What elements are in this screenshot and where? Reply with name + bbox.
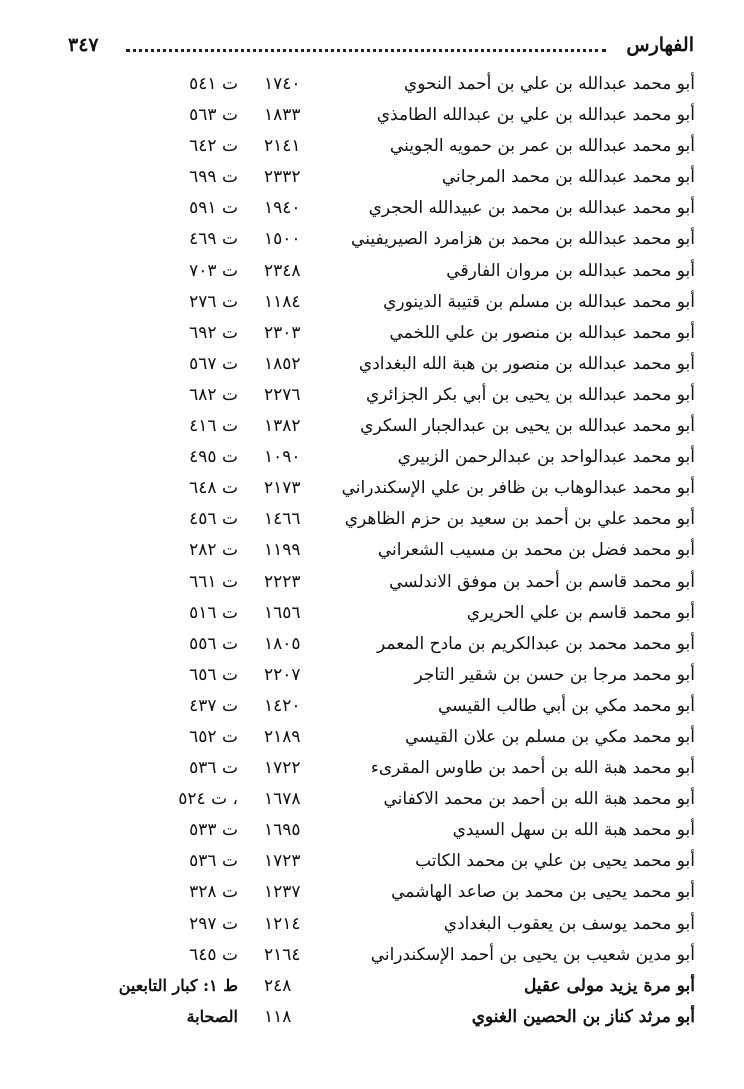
entry-death-note: ت ٥٥٦: [189, 633, 238, 654]
entry-name: أبو محمد عبدالله بن محمد المرجاني: [441, 167, 695, 188]
entry-number: ٢١٤١: [264, 136, 301, 157]
index-entry: [0, 1003, 744, 1034]
index-entry: [0, 754, 744, 785]
index-entry: [0, 443, 744, 474]
entry-name: أبو محمد عبدالله بن منصور بن علي اللخمي: [389, 322, 695, 343]
entry-death-note: ت ٤٥٦: [189, 509, 238, 530]
index-entry: [0, 381, 744, 412]
entry-number: ٢١٦٤: [264, 944, 301, 965]
entry-number: ١٦٩٥: [264, 820, 301, 841]
page-number: ٣٤٧: [68, 34, 99, 56]
entry-number: ٢٤٨: [264, 975, 292, 996]
index-entry: [0, 70, 744, 101]
index-entry: [0, 101, 744, 132]
index-entry: [0, 350, 744, 381]
entry-number: ٢٢٢٣: [264, 571, 301, 592]
entry-name: أبو محمد عبدالله بن عمر بن حمويه الجويني: [389, 136, 695, 157]
entry-death-note: ت ٢٨٢: [189, 540, 238, 561]
entry-death-note: ، ت ٥٢٤: [178, 789, 238, 810]
entry-name: أبو محمد محمد بن عبدالكريم بن مادح المعمر: [377, 633, 695, 654]
index-entry: [0, 288, 744, 319]
entry-number: ١٣٨٢: [264, 416, 301, 437]
index-entry: [0, 878, 744, 909]
entry-number: ١١٩٩: [264, 540, 301, 561]
entry-number: ١٨٠٥: [264, 633, 301, 654]
index-entry: [0, 225, 744, 256]
entry-name: أبو محمد عبدالله بن يحيى بن أبي بكر الجزائري: [365, 384, 695, 405]
entry-number: ١٥٠٠: [264, 229, 301, 250]
entry-name: أبو محمد هبة الله بن سهل السيدي: [452, 820, 695, 841]
index-entries-list: [0, 70, 744, 1034]
entry-death-note: الصحابة: [186, 1006, 238, 1026]
entry-death-note: ت ٦٤٥: [189, 944, 238, 965]
entry-name: أبو محمد عبدالله بن مسلم بن قتيبة الدينوري: [383, 291, 695, 312]
index-entry: [0, 692, 744, 723]
entry-name: أبو محمد عبدالله بن مروان الفارقي: [446, 260, 695, 281]
entry-death-note: ت ٢٩٧: [189, 913, 238, 934]
entry-death-note: ت ٦٥٦: [189, 664, 238, 685]
entry-name: أبو محمد يوسف بن يعقوب البغدادي: [443, 913, 695, 934]
entry-death-note: ت ٤٩٥: [189, 447, 238, 468]
entry-death-note: ت ٦٨٢: [189, 384, 238, 405]
entry-name: أبو محمد عبدالله بن منصور بن هبة الله البغدادي: [358, 353, 695, 374]
entry-death-note: ت ٦٩٢: [189, 322, 238, 343]
entry-death-note: ت ٦٦١: [189, 571, 238, 592]
entry-death-note: ت ٥٣٣: [189, 820, 238, 841]
entry-death-note: ت ٧٠٣: [189, 260, 238, 281]
entry-name: أبو محمد مكي بن مسلم بن علان القيسي: [405, 726, 695, 747]
index-entry: [0, 536, 744, 567]
index-entry: [0, 785, 744, 816]
index-entry: [0, 505, 744, 536]
index-entry: [0, 319, 744, 350]
entry-name: أبو محمد علي بن أحمد بن سعيد بن حزم الظاهري: [344, 509, 695, 530]
index-entry: [0, 723, 744, 754]
index-entry: [0, 941, 744, 972]
entry-death-note: ت ٥١٦: [189, 602, 238, 623]
index-entry: [0, 816, 744, 847]
index-entry: [0, 257, 744, 288]
entry-name: أبو محمد هبة الله بن أحمد بن محمد الاكفاني: [383, 789, 695, 810]
entry-death-note: ت ٥٣٦: [189, 851, 238, 872]
entry-number: ١٩٤٠: [264, 198, 301, 219]
entry-name: أبو محمد هبة الله بن أحمد بن طاوس المقرىء: [370, 758, 695, 779]
entry-number: ١٦٧٨: [264, 789, 301, 810]
entry-number: ٢٢٧٦: [264, 384, 301, 405]
entry-name: أبو محمد يحيى بن علي بن محمد الكاتب: [415, 851, 695, 872]
entry-number: ١٤٢٠: [264, 695, 301, 716]
entry-name: أبو محمد عبدالله بن محمد بن عبيدالله الحجري: [368, 198, 695, 219]
entry-death-note: ت ٥٦٣: [189, 105, 238, 126]
entry-name: أبو محمد عبدالواحد بن عبدالرحمن الزبيري: [397, 447, 695, 468]
index-entry: [0, 599, 744, 630]
entry-number: ١٧٤٠: [264, 74, 301, 94]
index-entry: [0, 474, 744, 505]
entry-number: ١٢١٤: [264, 913, 301, 934]
entry-name: أبو محمد يحيى بن محمد بن صاعد الهاشمي: [391, 882, 695, 903]
index-entry: [0, 847, 744, 878]
entry-death-note: ت ٦٩٩: [189, 167, 238, 188]
index-entry: [0, 568, 744, 599]
entry-number: ٢١٨٩: [264, 726, 301, 747]
index-entry: [0, 412, 744, 443]
index-entry: [0, 163, 744, 194]
entry-death-note: ت ٤٦٩: [189, 229, 238, 250]
entry-death-note: ط ١: كبار التابعين: [118, 975, 238, 995]
entry-number: ١١٨: [264, 1006, 292, 1027]
entry-number: ١٦٥٦: [264, 602, 301, 623]
entry-name: أبو محمد فضل بن محمد بن مسيب الشعراني: [377, 540, 695, 561]
entry-number: ١٧٢٣: [264, 851, 301, 872]
entry-name: أبو مرة يزيد مولى عقيل: [523, 975, 695, 996]
entry-name: أبو محمد عبدالله بن يحيى بن عبدالجبار السكري: [360, 416, 695, 437]
entry-number: ١٠٩٠: [264, 447, 301, 468]
entry-name: أبو محمد عبدالله بن علي بن أحمد النحوي: [403, 74, 695, 94]
entry-name: أبو محمد مكي بن أبي طالب القيسي: [437, 695, 695, 716]
index-entry: [0, 910, 744, 941]
entry-number: ١٤٦٦: [264, 509, 301, 530]
entry-number: ٢٣٤٨: [264, 260, 301, 281]
entry-death-note: ت ٦٤٢: [189, 136, 238, 157]
index-entry: [0, 132, 744, 163]
section-title: الفهارس: [626, 34, 694, 56]
entry-number: ١٧٢٢: [264, 758, 301, 779]
running-header: [68, 34, 694, 64]
entry-name: أبو مدين شعيب بن يحيى بن أحمد الإسكندراني: [370, 944, 695, 965]
entry-death-note: ت ٥٤١: [189, 74, 238, 94]
entry-death-note: ت ٦٤٨: [189, 478, 238, 499]
header-leader-dots: [126, 49, 606, 52]
entry-name: أبو محمد قاسم بن علي الحريري: [466, 602, 695, 623]
index-entry: [0, 630, 744, 661]
entry-number: ٢٣٠٣: [264, 322, 301, 343]
entry-name: أبو محمد عبدالوهاب بن ظافر بن علي الإسكندراني: [341, 478, 695, 499]
entry-number: ١٢٣٧: [264, 882, 301, 903]
entry-death-note: ت ٣٢٨: [189, 882, 238, 903]
index-entry: [0, 972, 744, 1003]
entry-name: أبو محمد عبدالله بن محمد بن هزامرد الصيريفيني: [351, 229, 695, 250]
entry-number: ١٨٣٣: [264, 105, 301, 126]
entry-name: أبو مرثد كناز بن الحصين الغنوي: [471, 1006, 695, 1027]
entry-death-note: ت ٤٣٧: [189, 695, 238, 716]
entry-death-note: ت ٢٧٦: [189, 291, 238, 312]
entry-death-note: ت ٤١٦: [189, 416, 238, 437]
entry-number: ١١٨٤: [264, 291, 301, 312]
entry-death-note: ت ٥٣٦: [189, 758, 238, 779]
entry-number: ٢١٧٣: [264, 478, 301, 499]
index-entry: [0, 661, 744, 692]
entry-name: أبو محمد عبدالله بن علي بن عبدالله الطامذي: [376, 105, 695, 126]
entry-death-note: ت ٦٥٢: [189, 726, 238, 747]
entry-death-note: ت ٥٦٧: [189, 353, 238, 374]
entry-number: ٢٢٠٧: [264, 664, 301, 685]
entry-name: أبو محمد مرجا بن حسن بن شقير التاجر: [414, 664, 695, 685]
entry-death-note: ت ٥٩١: [189, 198, 238, 219]
entry-number: ٢٣٣٢: [264, 167, 301, 188]
entry-name: أبو محمد قاسم بن أحمد بن موفق الاندلسي: [389, 571, 695, 592]
index-entry: [0, 194, 744, 225]
entry-number: ١٨٥٢: [264, 353, 301, 374]
